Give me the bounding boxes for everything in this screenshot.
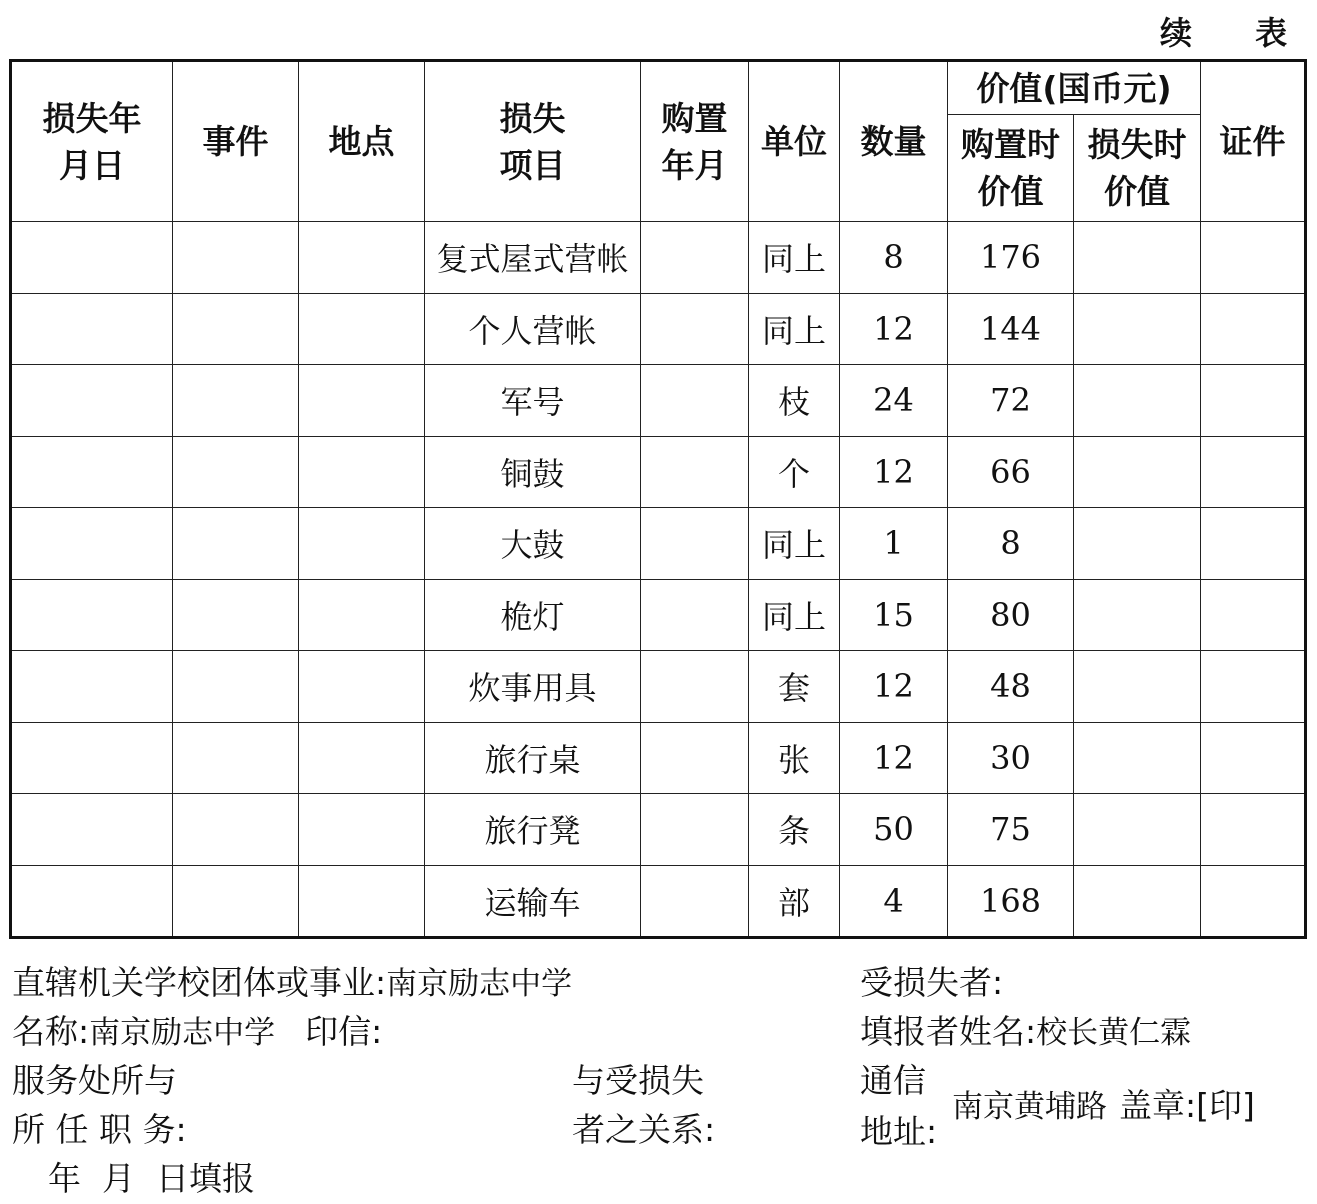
table-row [11, 222, 1306, 294]
header-value-group: 价值(国币元) [948, 61, 1201, 115]
org-line [12, 961, 572, 1006]
cell-date [11, 579, 173, 651]
cell-place [299, 365, 425, 437]
cell-place [299, 579, 425, 651]
org-value: 南京励志中学 [386, 966, 573, 1002]
table-row [11, 365, 1306, 437]
header-documents: 证件 [1201, 61, 1306, 222]
cell-event [173, 436, 299, 508]
address-value: 南京黄埔路 [952, 1089, 1107, 1125]
cell-purchase-date [641, 794, 749, 866]
cell-value-at-loss [1074, 436, 1201, 508]
cell-documents [1201, 794, 1306, 866]
cell-quantity: 12 [840, 722, 948, 794]
cell-item: 个人营帐 [425, 293, 641, 365]
cell-unit: 同上 [749, 222, 840, 294]
table-row [11, 722, 1306, 794]
cell-item: 运输车 [425, 865, 641, 938]
cell-purchase-date [641, 365, 749, 437]
table-row [11, 865, 1306, 938]
cell-purchase-date [641, 651, 749, 723]
cell-item: 铜鼓 [425, 436, 641, 508]
cell-value-at-purchase: 176 [948, 222, 1074, 294]
cell-documents [1201, 293, 1306, 365]
cell-purchase-date [641, 436, 749, 508]
cell-value-at-loss [1074, 293, 1201, 365]
cell-event [173, 365, 299, 437]
reporter-line [860, 1010, 1191, 1055]
cell-item: 大鼓 [425, 508, 641, 580]
cell-date [11, 651, 173, 723]
cell-event [173, 722, 299, 794]
cell-date [11, 508, 173, 580]
cell-event [173, 508, 299, 580]
header-value-at-loss: 损失时 价值 [1074, 115, 1201, 222]
header-unit: 单位 [749, 61, 840, 222]
reporter-value: 校长黄仁霖 [1036, 1015, 1192, 1051]
cell-purchase-date [641, 508, 749, 580]
continued-table-label: 续 表 [1160, 14, 1314, 52]
cell-item: 炊事用具 [425, 651, 641, 723]
cell-place [299, 865, 425, 938]
cell-value-at-purchase: 66 [948, 436, 1074, 508]
cell-unit: 条 [749, 794, 840, 866]
cell-date [11, 722, 173, 794]
relation-label-2: 者之关系: [572, 1110, 716, 1149]
cell-value-at-purchase: 48 [948, 651, 1074, 723]
cell-value-at-loss [1074, 222, 1201, 294]
header-value-at-purchase: 购置时 价值 [948, 115, 1074, 222]
cell-date [11, 222, 173, 294]
address-line [952, 1084, 1255, 1129]
cell-unit: 部 [749, 865, 840, 938]
cell-unit: 枝 [749, 365, 840, 437]
cell-place [299, 651, 425, 723]
cell-item: 复式屋式营帐 [425, 222, 641, 294]
cell-unit: 套 [749, 651, 840, 723]
cell-value-at-purchase: 8 [948, 508, 1074, 580]
victim-label: 受损失者: [860, 963, 1004, 1002]
seal-label: 印信: [305, 1012, 383, 1051]
cell-documents [1201, 579, 1306, 651]
org-label: 直辖机关学校团体或事业: [12, 963, 387, 1002]
cell-place [299, 436, 425, 508]
cell-value-at-purchase: 80 [948, 579, 1074, 651]
cell-value-at-purchase: 75 [948, 794, 1074, 866]
header-place: 地点 [299, 61, 425, 222]
cell-item: 旅行桌 [425, 722, 641, 794]
cell-value-at-loss [1074, 865, 1201, 938]
cell-place [299, 794, 425, 866]
cell-event [173, 865, 299, 938]
cell-place [299, 293, 425, 365]
cell-item: 旅行凳 [425, 794, 641, 866]
table-row [11, 293, 1306, 365]
header-event: 事件 [173, 61, 299, 222]
reporter-label: 填报者姓名: [860, 1012, 1037, 1051]
cell-documents [1201, 508, 1306, 580]
cell-value-at-purchase: 144 [948, 293, 1074, 365]
cell-place [299, 508, 425, 580]
address-label-1: 通信 [860, 1061, 926, 1100]
cell-value-at-loss [1074, 722, 1201, 794]
cell-purchase-date [641, 865, 749, 938]
table-row [11, 579, 1306, 651]
cell-quantity: 12 [840, 293, 948, 365]
cell-unit: 张 [749, 722, 840, 794]
cell-documents [1201, 365, 1306, 437]
relation-label-1: 与受损失 [572, 1061, 704, 1100]
cell-unit: 个 [749, 436, 840, 508]
cell-value-at-loss [1074, 794, 1201, 866]
cell-documents [1201, 436, 1306, 508]
table-row [11, 436, 1306, 508]
cell-unit: 同上 [749, 508, 840, 580]
cell-value-at-loss [1074, 651, 1201, 723]
cell-value-at-purchase: 168 [948, 865, 1074, 938]
cell-quantity: 1 [840, 508, 948, 580]
cell-quantity: 24 [840, 365, 948, 437]
cell-place [299, 222, 425, 294]
stamp-label: 盖章: [1119, 1086, 1197, 1125]
cell-documents [1201, 865, 1306, 938]
header-quantity: 数量 [840, 61, 948, 222]
cell-item: 桅灯 [425, 579, 641, 651]
cell-purchase-date [641, 222, 749, 294]
cell-event [173, 794, 299, 866]
cell-purchase-date [641, 579, 749, 651]
cell-unit: 同上 [749, 579, 840, 651]
cell-documents [1201, 651, 1306, 723]
header-item: 损失 项目 [425, 61, 641, 222]
cell-event [173, 579, 299, 651]
table-row [11, 651, 1306, 723]
table-body [11, 222, 1306, 938]
cell-unit: 同上 [749, 293, 840, 365]
header-date: 损失年 月日 [11, 61, 173, 222]
cell-date [11, 293, 173, 365]
cell-value-at-loss [1074, 365, 1201, 437]
cell-item: 军号 [425, 365, 641, 437]
cell-event [173, 651, 299, 723]
service-label-2: 所 任 职 务: [12, 1110, 187, 1149]
cell-quantity: 12 [840, 436, 948, 508]
name-label: 名称: [12, 1012, 90, 1051]
name-value: 南京励志中学 [89, 1015, 276, 1051]
cell-event [173, 222, 299, 294]
cell-purchase-date [641, 722, 749, 794]
fill-date-label: 年 月 日填报 [48, 1159, 255, 1198]
cell-date [11, 436, 173, 508]
stamp-value: [印] [1196, 1086, 1255, 1125]
cell-date [11, 865, 173, 938]
name-line [12, 1010, 382, 1055]
cell-date [11, 794, 173, 866]
cell-quantity: 8 [840, 222, 948, 294]
table-row [11, 508, 1306, 580]
cell-date [11, 365, 173, 437]
cell-value-at-purchase: 30 [948, 722, 1074, 794]
cell-documents [1201, 722, 1306, 794]
cell-value-at-loss [1074, 508, 1201, 580]
address-label-2: 地址: [860, 1112, 938, 1151]
cell-value-at-purchase: 72 [948, 365, 1074, 437]
cell-place [299, 722, 425, 794]
cell-value-at-loss [1074, 579, 1201, 651]
cell-quantity: 4 [840, 865, 948, 938]
cell-quantity: 12 [840, 651, 948, 723]
cell-event [173, 293, 299, 365]
table-row [11, 794, 1306, 866]
service-label-1: 服务处所与 [12, 1061, 177, 1100]
cell-quantity: 50 [840, 794, 948, 866]
cell-quantity: 15 [840, 579, 948, 651]
loss-table [9, 59, 1307, 939]
cell-documents [1201, 222, 1306, 294]
cell-purchase-date [641, 293, 749, 365]
header-purchase-date: 购置 年月 [641, 61, 749, 222]
